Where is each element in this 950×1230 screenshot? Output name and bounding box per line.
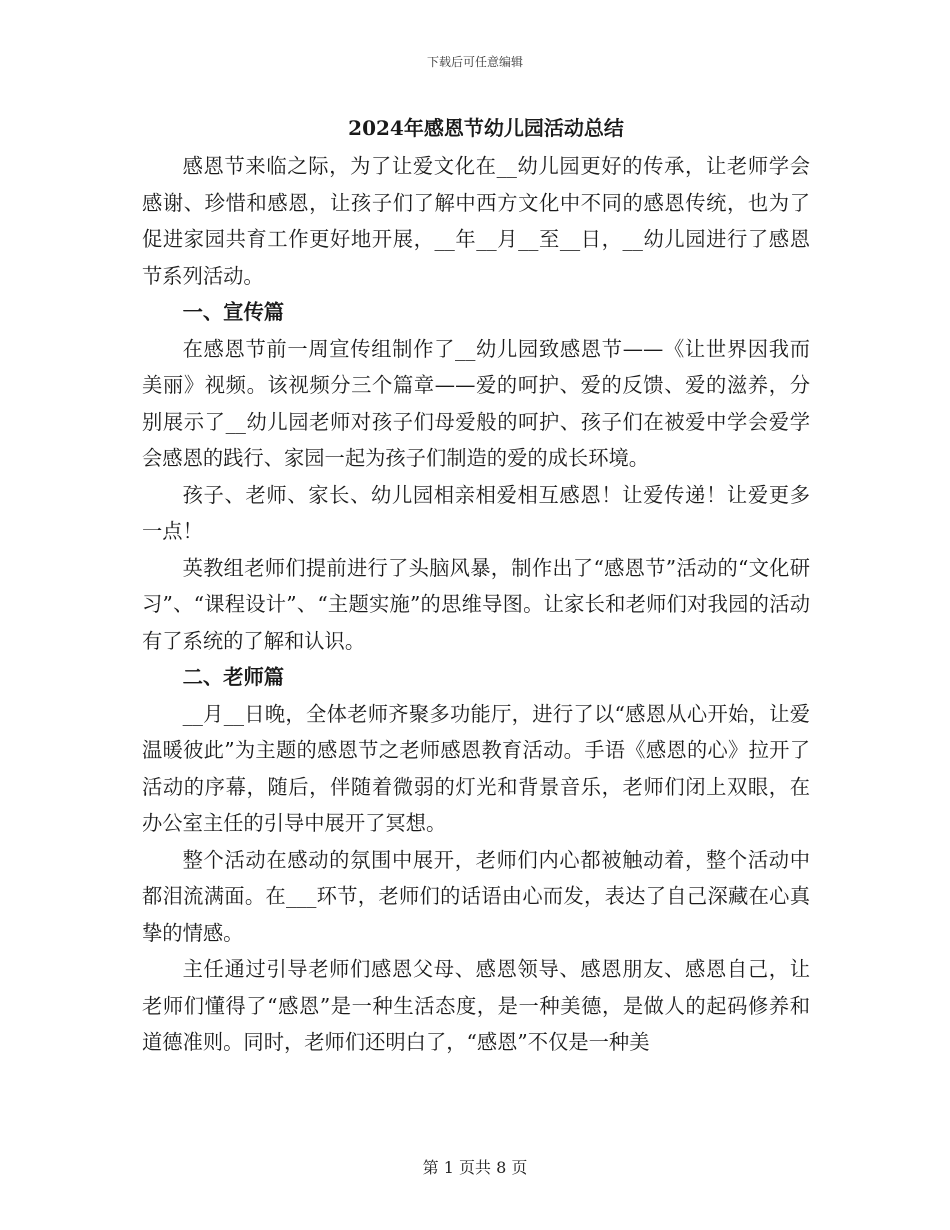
paragraph: 孩子、老师、家长、幼儿园相亲相爱相互感恩！让爱传递！让爱更多一点！ [142, 482, 810, 543]
section-heading-teachers: 二、老师篇 [182, 665, 285, 689]
paragraph: 英教组老师们提前进行了头脑风暴，制作出了“感恩节”活动的“文化研习”、“课程设计”、“主题实施”的思维导图。让家长和老师们对我园的活动有了系统的了解和认识。 [142, 555, 810, 653]
intro-paragraph: 感恩节来临之际，为了让爱文化在__幼儿园更好的传承，让老师学会感谢、珍惜和感恩，让孩子们了解中西方文化中不同的感恩传统，也为了促进家园共育工作更好地开展，__年__月__至__日，__幼儿园进行了感恩节系列活动。 [142, 154, 810, 288]
paragraph: 整个活动在感动的氛围中展开，老师们内心都被触动着，整个活动中都泪流满面。在___环节，老师们的话语由心而发，表达了自己深藏在心真挚的情感。 [142, 847, 810, 945]
paragraph: __月__日晚，全体老师齐聚多功能厅，进行了以“感恩从心开始，让爱温暖彼此”为主题的感恩节之老师感恩教育活动。手语《感恩的心》拉开了活动的序幕，随后，伴随着微弱的灯光和背景音乐，老师们闭上双眼，在办公室主任的引导中展开了冥想。 [142, 701, 810, 835]
paragraph: 在感恩节前一周宣传组制作了__幼儿园致感恩节——《让世界因我而美丽》视频。该视频分三个篇章——爱的呵护、爱的反馈、爱的滋养，分别展示了__幼儿园老师对孩子们母爱般的呵护、孩子们在被爱中学会爱学会感恩的践行、家园一起为孩子们制造的爱的成长环境。 [142, 336, 810, 470]
document-body [142, 114, 810, 1061]
page-header-note: 下载后可任意编辑 [426, 55, 523, 69]
section-heading-publicity: 一、宣传篇 [182, 300, 285, 324]
paragraph: 主任通过引导老师们感恩父母、感恩领导、感恩朋友、感恩自己，让老师们懂得了“感恩”是一种生活态度，是一种美德，是做人的起码修养和道德准则。同时，老师们还明白了，“感恩”不仅是一种美 [142, 957, 810, 1054]
page-number: 第 1 页共 8 页 [422, 1158, 528, 1177]
document-title: 2024年感恩节幼儿园活动总结 [348, 116, 624, 140]
